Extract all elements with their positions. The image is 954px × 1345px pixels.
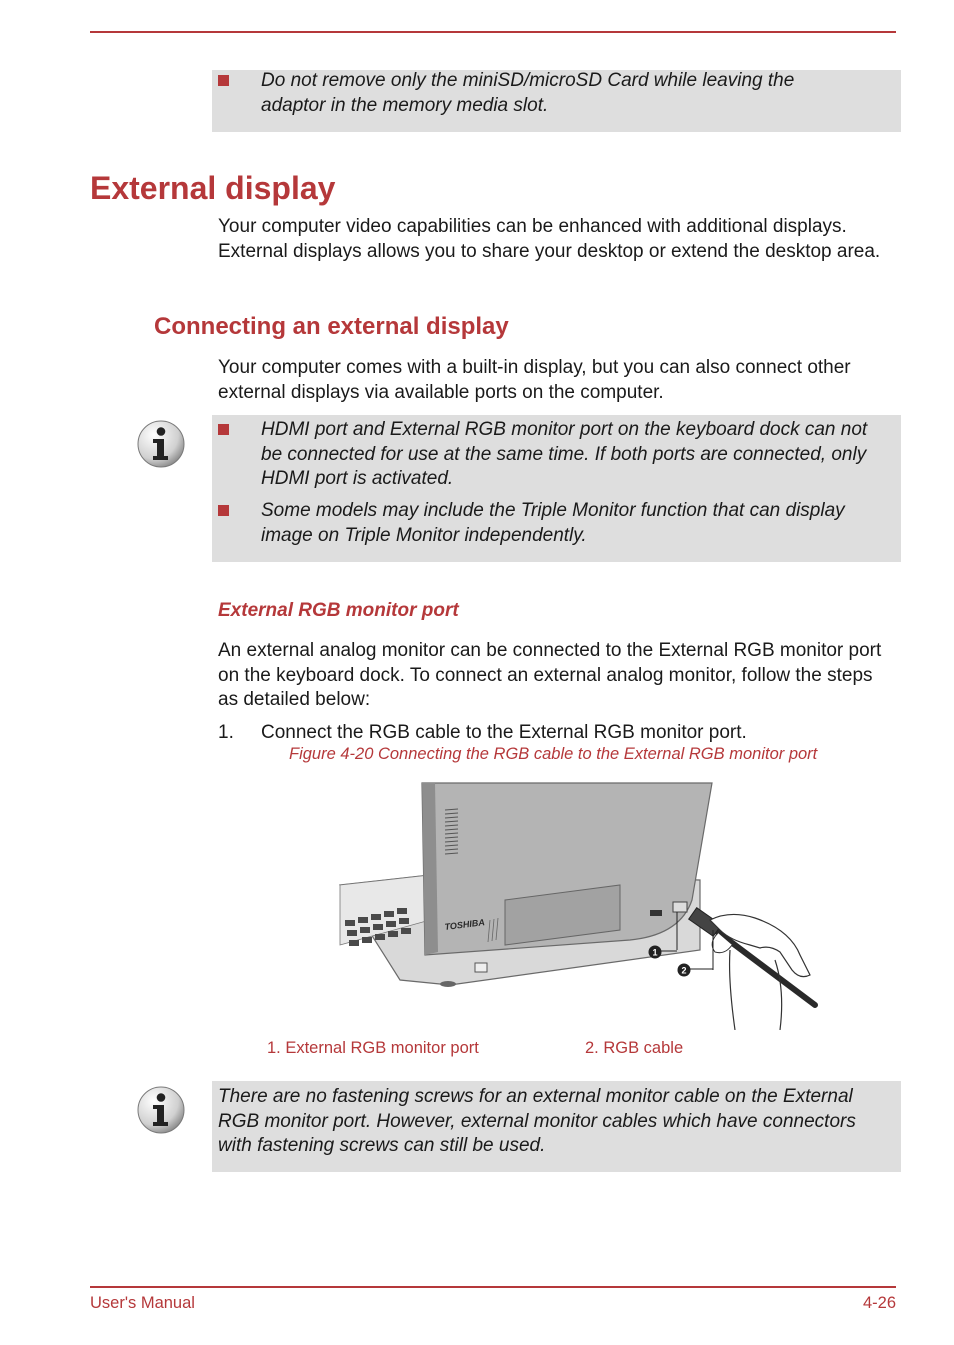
top-note-text: Do not remove only the miniSD/microSD Card while leaving the adaptor in the memory media slot. xyxy=(261,70,795,116)
bullet-square-icon xyxy=(218,505,229,516)
subsection-title: Connecting an external display xyxy=(154,313,509,340)
step-number: 1. xyxy=(218,722,234,743)
legend-item-1: 1. External RGB monitor port xyxy=(267,1039,479,1057)
laptop-illustration xyxy=(330,780,830,1030)
bottom-note-text: There are no fastening screws for an external monitor cable on the External RGB monitor port. However, external monitor cables which have connectors with fastening screws can still be used. xyxy=(218,1086,856,1156)
rgb-title: External RGB monitor port xyxy=(218,600,459,621)
info-icon xyxy=(136,419,186,469)
subsection-intro: Your computer comes with a built-in display, but you can also connect other external displays via available ports on the computer. xyxy=(218,357,851,403)
legend-item-2: 2. RGB cable xyxy=(585,1039,684,1057)
info-icon xyxy=(136,1085,186,1135)
note-item-1: HDMI port and External RGB monitor port on the keyboard dock can not be connected for use at the same time. If both ports are connected, only HDMI port is activated. xyxy=(261,419,868,489)
step-text: Connect the RGB cable to the External RGB monitor port. xyxy=(261,722,747,743)
footer-rule xyxy=(90,1286,896,1288)
brand-label: TOSHIBA xyxy=(444,917,486,932)
page-number: 4-26 xyxy=(862,1294,896,1312)
footer-left: User's Manual xyxy=(90,1294,195,1312)
header-rule xyxy=(90,31,896,33)
section-intro: Your computer video capabilities can be enhanced with additional displays. External displays allows you to share your desktop or extend the desktop area. xyxy=(218,216,881,262)
bullet-square-icon xyxy=(218,424,229,435)
bullet-square-icon xyxy=(218,75,229,86)
figure-caption: Figure 4-20 Connecting the RGB cable to the External RGB monitor port xyxy=(289,745,818,763)
callout-2: 2 xyxy=(681,965,687,976)
section-title: External display xyxy=(90,170,336,206)
note-item-2: Some models may include the Triple Monitor function that can display image on Triple Monitor independently. xyxy=(261,500,845,546)
callout-1: 1 xyxy=(652,947,658,958)
rgb-intro: An external analog monitor can be connected to the External RGB monitor port on the keyboard dock. To connect an external analog monitor, follow the steps as detailed below: xyxy=(218,640,882,710)
